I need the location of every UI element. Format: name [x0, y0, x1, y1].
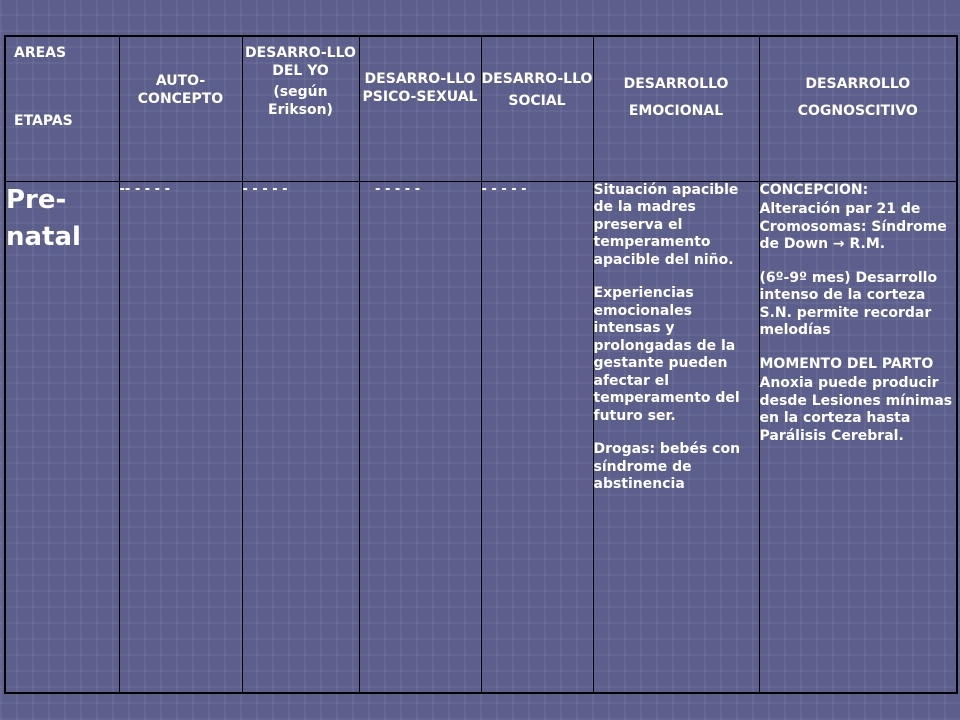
emocional-paragraph: Experiencias emocionales intensas y prolongadas de la gestante pueden afectar el temperamento del futuro ser.	[593, 285, 740, 424]
cognoscitivo-sublabel: COGNOSCITIVO	[797, 102, 918, 119]
desarrollo-yo-cell: - - - - -	[242, 181, 359, 693]
cognoscitivo-paragraph: Alteración par 21 de Cromosomas: Síndrome de Down → R.M.	[759, 201, 947, 252]
cognoscitivo-cell	[759, 181, 957, 693]
social-cell: - - - - -	[481, 181, 593, 693]
social-label: DESARRO-LLO	[481, 71, 593, 87]
cognoscitivo-paragraph: Anoxia puede producir desde Lesiones mínimas en la corteza hasta Parálisis Cerebral.	[759, 375, 953, 444]
header-cell-areas-etapas	[5, 36, 119, 181]
emocional-paragraph: Drogas: bebés con síndrome de abstinencia	[593, 441, 741, 492]
cognoscitivo-paragraph: CONCEPCION:	[759, 181, 869, 198]
header-cell-psicosexual	[359, 36, 481, 181]
emocional-paragraph: Situación apacible de la madres preserva el temperamento apacible del niño.	[593, 181, 739, 268]
desarrollo-yo-label: DESARRO-LLO DEL YO	[245, 45, 356, 79]
development-table	[4, 35, 958, 694]
desarrollo-yo-sublabel: (según Erikson)	[268, 84, 333, 118]
emocional-cell	[593, 181, 759, 693]
header-cell-autoconcepto	[119, 36, 242, 181]
emocional-label: DESARROLLO	[623, 76, 729, 92]
cognoscitivo-label: DESARROLLO	[805, 76, 911, 92]
psicosexual-cell: - - - - -	[359, 181, 481, 693]
etapas-label: ETAPAS	[14, 112, 73, 129]
header-cell-emocional	[593, 36, 759, 181]
cognoscitivo-paragraph: (6º-9º mes) Desarrollo intenso de la corteza S.N. permite recordar melodías	[759, 269, 938, 338]
psicosexual-label: DESARRO-LLO PSICO-SEXUAL	[362, 71, 478, 105]
cognoscitivo-paragraph: MOMENTO DEL PARTO	[759, 355, 934, 372]
autoconcepto-label: AUTO-CONCEPTO	[137, 73, 224, 107]
stage-label-line2: natal	[6, 222, 81, 253]
header-row	[5, 36, 957, 181]
stage-label-line1: Pre-	[6, 184, 67, 215]
header-cell-social	[481, 36, 593, 181]
areas-label: AREAS	[14, 45, 67, 61]
stage-cell	[5, 181, 119, 693]
autoconcepto-cell: -- - - - -	[119, 181, 242, 693]
emocional-sublabel: EMOCIONAL	[628, 102, 724, 119]
header-cell-desarrollo-yo	[242, 36, 359, 181]
header-cell-cognoscitivo	[759, 36, 957, 181]
social-sublabel: SOCIAL	[508, 92, 566, 109]
prenatal-row	[5, 181, 957, 693]
